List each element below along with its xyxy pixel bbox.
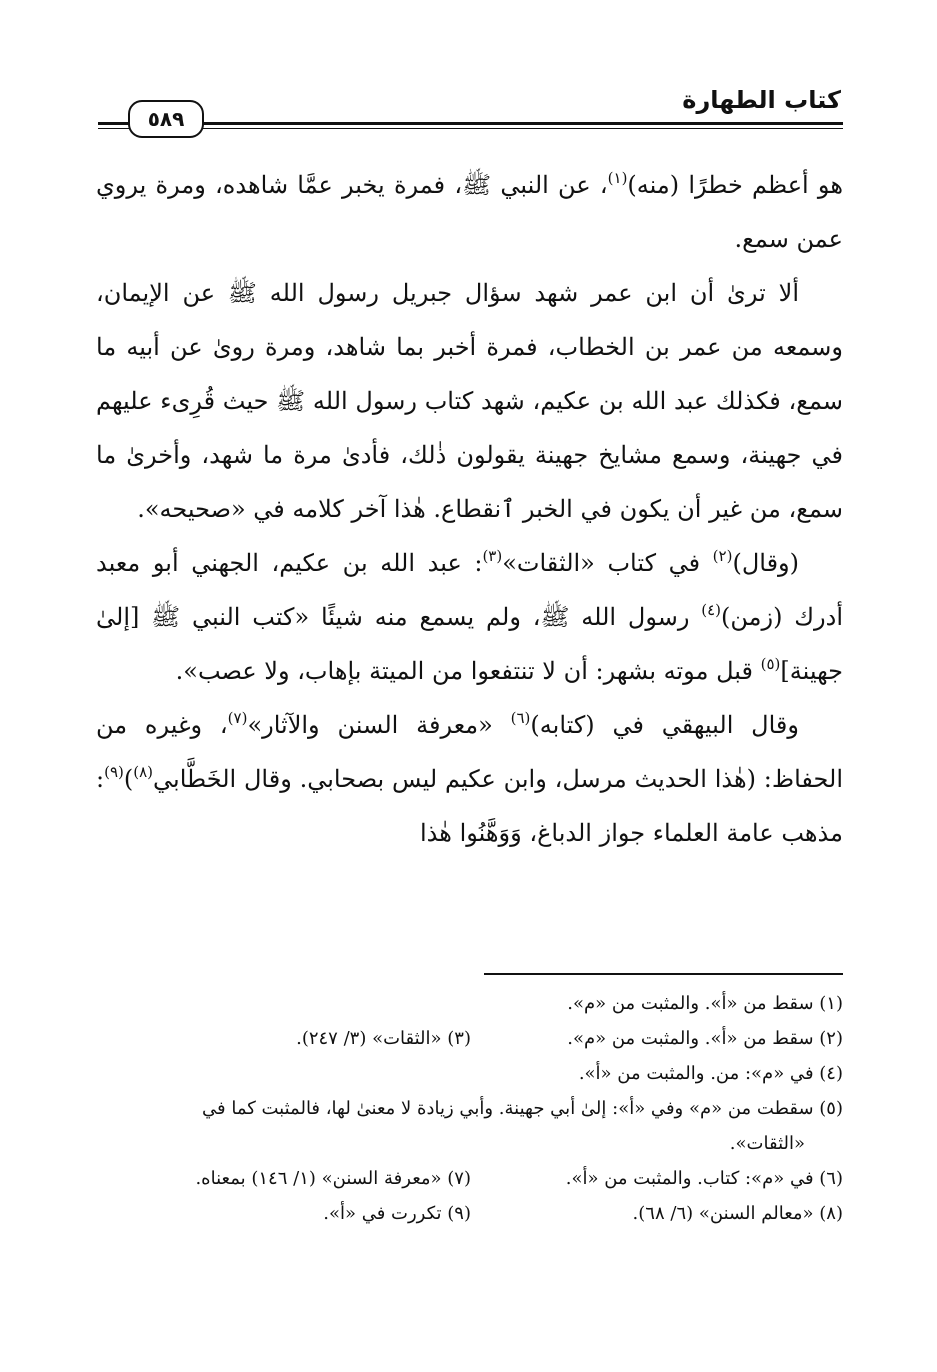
text-run: في كتاب «الثقات»	[502, 549, 713, 577]
footnote-row	[96, 1161, 843, 1196]
text-run: رسول الله ﷺ، ولم يسمع منه شيئًا «كتب النبي ﷺ [إلىٰ جهينة]	[96, 603, 843, 685]
footnote-ref-2[interactable]: (٢)	[712, 547, 733, 565]
text-run: «معرفة السنن والآثار»	[247, 711, 511, 739]
footnote-ref-9[interactable]: (٩)	[104, 763, 124, 781]
footnote-ref-8[interactable]: (٨)	[133, 763, 154, 781]
paragraph-2: ألا ترىٰ أن ابن عمر شهد سؤال جبريل رسول الله ﷺ عن الإيمان، وسمعه من عمر بن الخطاب، فمرة أخبر بما شاهد، ومرة روىٰ عن أبيه ما سمع، فكذلك عبد الله بن عكيم، شهد كتاب رسول الله ﷺ حيث قُرِىء عليهم في جهينة، وسمع مشايخ جهينة يقولون ذٰلك، فأدىٰ مرة ما شهد، وأخرىٰ ما سمع، من غير أن يكون في الخبر ٱنقطاع. هٰذا آخر كلامه في «صحيحه».	[96, 279, 843, 523]
footnote-3: (٣) «الثقات» (٣/ ٢٤٧).	[296, 1028, 471, 1049]
footnote-row	[96, 986, 843, 1021]
footnote-7: (٧) «معرفة السنن» (١/ ١٤٦) بمعناه.	[195, 1168, 471, 1189]
footnote-ref-7[interactable]: (٧)	[227, 709, 248, 727]
page-number: ٥٨٩	[147, 107, 185, 131]
paragraph-3	[96, 536, 843, 698]
footnote-ref-1[interactable]: (١)	[607, 169, 628, 187]
footnote-6: (٦) في «م»: كتاب. والمثبت من «أ».	[565, 1168, 843, 1189]
footnote-row	[96, 1091, 843, 1126]
paragraph-4	[96, 698, 843, 860]
chapter-title: كتاب الطهارة	[682, 86, 841, 114]
footnote-8: (٨) «معالم السنن» (٦/ ٦٨).	[632, 1203, 843, 1224]
header-rule-thin	[98, 128, 843, 129]
text-run: )	[123, 765, 134, 793]
footnote-ref-6[interactable]: (٦)	[510, 709, 531, 727]
page-number-badge	[128, 100, 204, 138]
text-run: قبل موته بشهر: أن لا تنتفعوا من الميتة بإهاب، ولا عصب».	[175, 657, 761, 685]
text-run: ، عن النبي ﷺ، فمرة يخبر عمَّا شاهده، ومرة يروي عمن سمع.	[96, 171, 843, 253]
text-run: ، وغيره من الحفاظ: (هٰذا الحديث مرسل، وابن عكيم ليس بصحابي. وقال الخَطَّابي	[96, 711, 843, 793]
text-run: : مذهب عامة العلماء جواز الدباغ، وَوَهَّنُوا هٰذا	[96, 765, 843, 847]
footnote-9: (٩) تكررت في «أ».	[323, 1203, 471, 1224]
footnote-1: (١) سقط من «أ». والمثبت من «م».	[567, 993, 843, 1014]
footnote-row	[96, 1021, 843, 1056]
footnote-ref-3[interactable]: (٣)	[482, 547, 503, 565]
text-run: (وقال)	[732, 549, 799, 577]
header-rule-thick	[98, 122, 843, 125]
text-run: وقال البيهقي في (كتابه)	[530, 711, 799, 739]
main-text	[96, 158, 843, 860]
footnotes	[96, 986, 843, 1231]
footnote-ref-4[interactable]: (٤)	[701, 601, 722, 619]
text-run: : عبد الله بن عكيم، الجهني أبو معبد أدرك (زمن)	[96, 549, 843, 631]
footnote-row	[96, 1056, 843, 1091]
footnote-row	[96, 1126, 843, 1161]
footnote-4: (٤) في «م»: من. والمثبت من «أ».	[578, 1063, 843, 1084]
footnote-row	[96, 1196, 843, 1231]
footnote-ref-5[interactable]: (٥)	[760, 655, 781, 673]
text-run: هو أعظم خطرًا (منه)	[627, 171, 843, 199]
paragraph-1	[96, 158, 843, 266]
footnote-5-continuation: «الثقات».	[729, 1133, 805, 1154]
footnote-2: (٢) سقط من «أ». والمثبت من «م».	[567, 1028, 843, 1049]
footnote-5: (٥) سقطت من «م» وفي «أ»: إلىٰ أبي جهينة. وأبي زيادة لا معنىٰ لها، فالمثبت كما في	[202, 1098, 843, 1119]
footnote-separator	[484, 973, 843, 975]
